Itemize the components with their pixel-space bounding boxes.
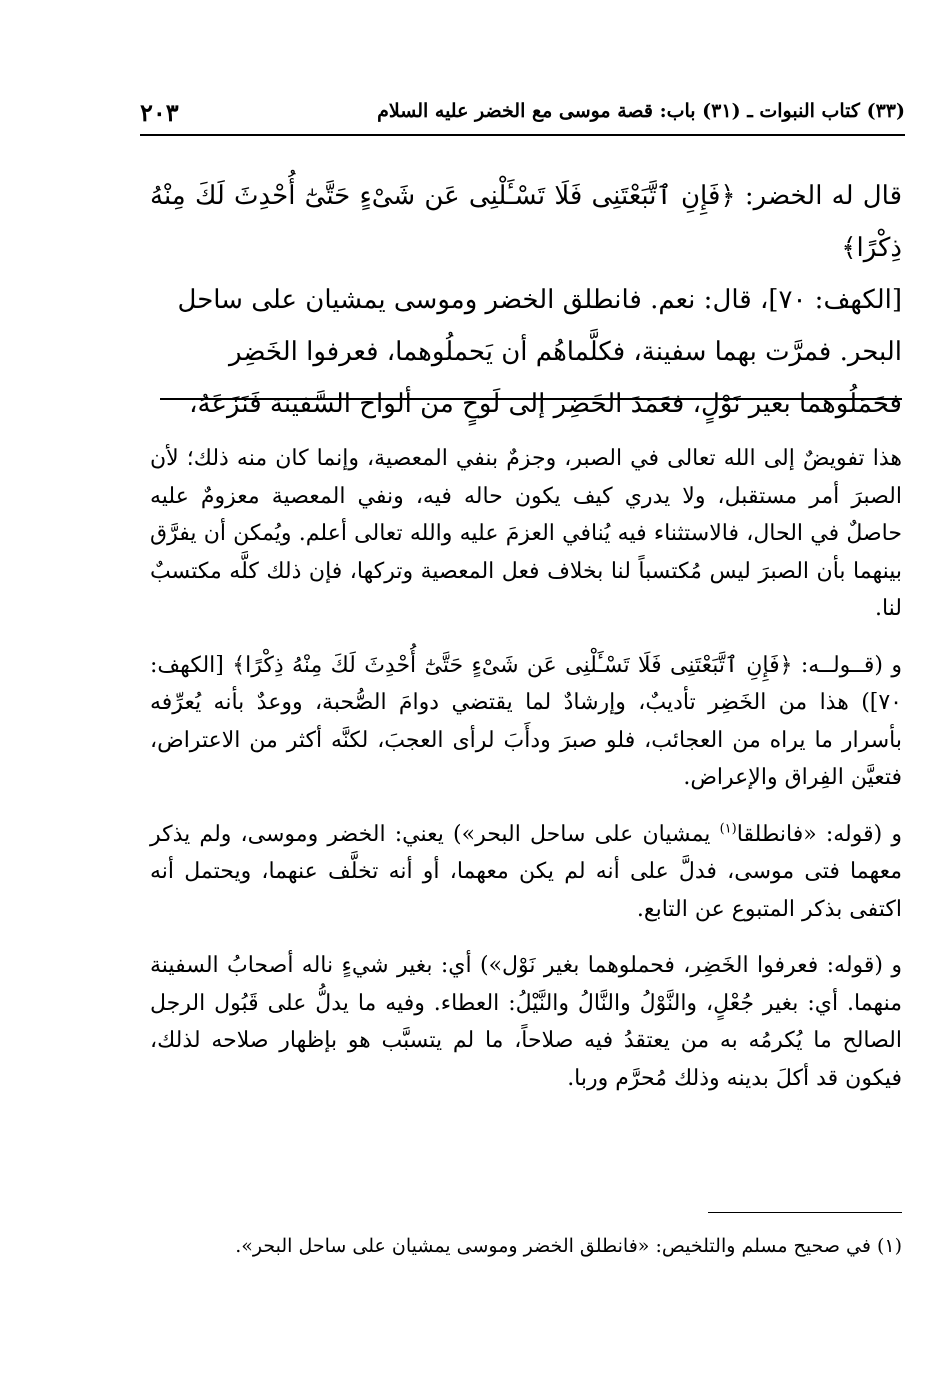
hadith-line: قال له الخضر: ﴿فَإِنِ ٱتَّبَعْتَنِى فَلَا تَسْـَٔلْنِى عَن شَىْءٍ حَتَّىٰٓ أُحْدِثَ لَكَ مِنْهُ ذِكْرًا﴾ [150,181,902,263]
running-title: (٣٣) كتاب النبوات ـ (٣١) باب: قصة موسى مع الخضر عليه السلام [377,100,905,122]
page-header [140,96,905,130]
commentary-paragraph: و (قــولــه: ﴿فَإِنِ ٱتَّبَعْتَنِى فَلَا تَسْـَٔلْنِى عَن شَىْءٍ حَتَّىٰٓ أُحْدِثَ لَكَ مِنْهُ ذِكْرًا﴾ [الكهف: ٧٠]) هذا من الخَضِر تأديبٌ، وإرشادٌ لما يقتضي دوامَ الصُّحبة، ووعدٌ بأنه يُعرِّفه بأسرار ما يراه من العجائب، فلو صبرَ ودأَبَ لرأى العجبَ، لكنَّه أكثر من الاعتراض، فتعيَّن الفِراق والإعراض. [150,652,902,790]
section-divider [160,398,902,400]
commentary-text-part: و (قوله: «فانطلقا [736,821,903,847]
hadith-text [150,170,902,430]
commentary-paragraph: و (قوله: فعرفوا الخَضِر، فحملوهما بغير نَوْل») أي: بغير شيءٍ ناله أصحابُ السفينة منهما. أي: بغير جُعْلٍ، والنَّوْلُ والنَّالُ والنَّيْلُ: العطاء. وفيه ما يدلُّ على قَبُول الرجل الصالح ما يُكرمُه به من يعتقدُ فيه صلاحاً، ما لم يتسبَّب هو بإظهار صلاحه لذلك، فيكون قد أكلَ بدينه وذلك مُحرَّم وربا. [150,953,902,1091]
footnote: (١) في صحيح مسلم والتلخيص: «فانطلق الخضر وموسى يمشيان على ساحل البحر». [235,1235,902,1257]
commentary-paragraph [150,816,902,929]
hadith-line: [الكهف: ٧٠]، قال: نعم. فانطلق الخضر وموسى يمشيان على ساحل [177,285,902,315]
commentary-paragraph: هذا تفويضٌ إلى الله تعالى في الصبر، وجزمٌ بنفي المعصية، وإنما كان منه ذلك؛ لأن الصبرَ أمر مستقبل، ولا يدري كيف يكون حاله فيه، ونفي المعصية معزومٌ عليه حاصلٌ في الحال، فالاستثناء فيه يُنافي العزمَ عليه والله تعالى أعلم. ويُمكن أن يفرَّق بينهما بأن الصبرَ ليس مُكتسباً لنا بخلاف فعل المعصية وتركها، فإن ذلك كلَّه مكتسبٌ لنا. [150,446,902,621]
footnote-divider [708,1212,902,1213]
page-number: ٢٠٣ [140,98,179,127]
hadith-line: فحَمَلُوهما بغير نَوْلٍ، فعَمَدَ الخَضِر إلى لَوحٍ من ألواح السَّفينة فَنَزَعَهُ، [189,389,902,419]
commentary-text-part: يمشيان على ساحل البحر») يعني: الخضر وموسى، ولم يذكر معهما فتى موسى، فدلَّ على أنه لم يكن معهما، أو أنه تخلَّف عنهما، ويحتمل أنه اكتفى بذكر المتبوع عن التابع. [150,821,902,922]
footnote-reference[interactable]: (١) [719,821,737,837]
commentary-text [150,440,902,1116]
header-rule [140,134,905,136]
hadith-line: البحر. فمرَّت بهما سفينة، فكلَّماهُم أن يَحملُوهما، فعرفوا الخَضِر [229,337,902,367]
